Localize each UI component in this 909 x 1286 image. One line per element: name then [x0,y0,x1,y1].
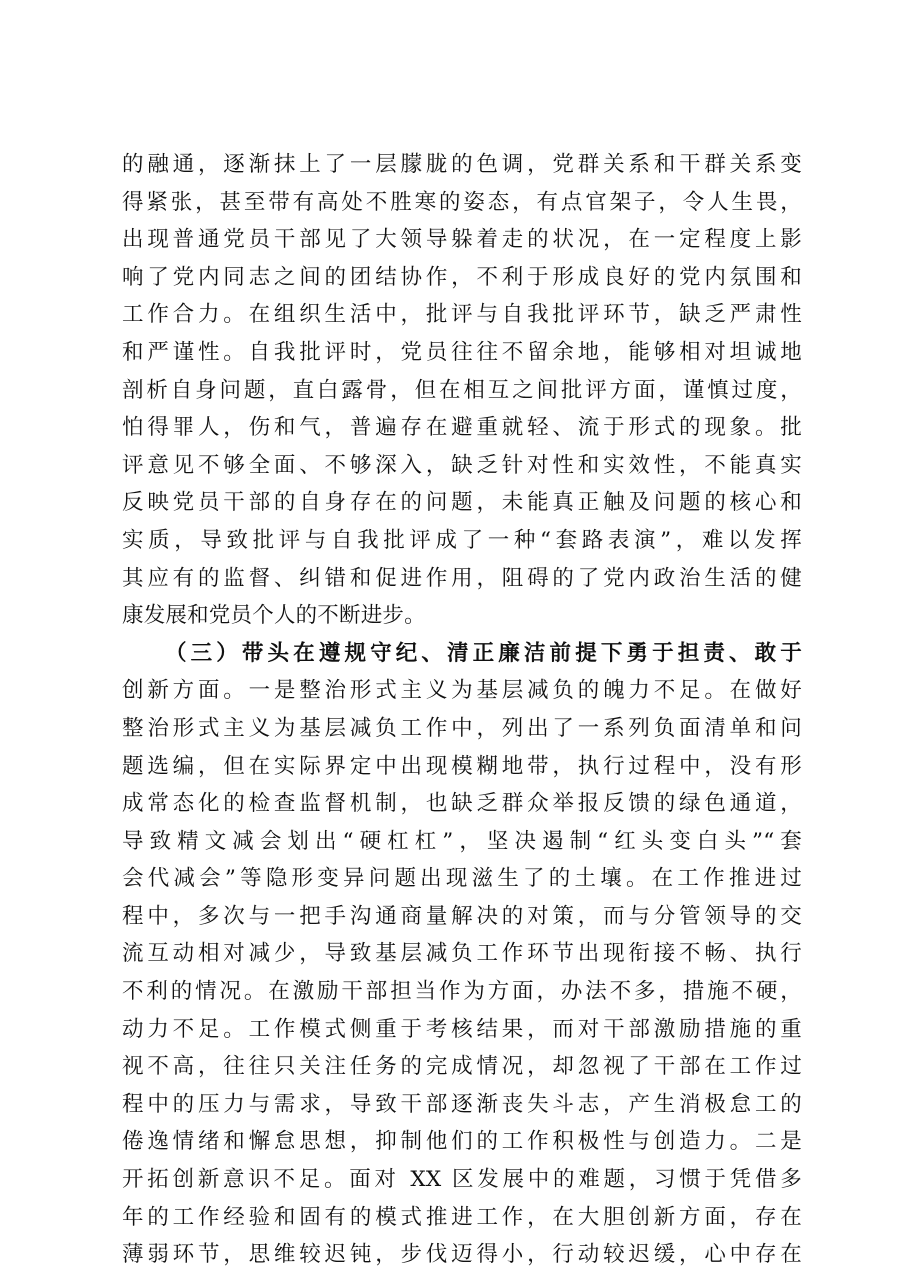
text-line: 的融通，逐渐抹上了一层朦胧的色调，党群关系和干群关系变 [122,152,802,177]
text-line: 工作合力。在组织生活中，批评与自我批评环节，缺乏严肃性 [122,302,802,328]
text-line: 其应有的监督、纠错和促进作用，阻碍的了党内政治生活的健 [122,565,802,591]
text-line: 流互动相对减少，导致基层减负工作环节出现衔接不畅、执行 [122,941,802,967]
text-line: 响了党内同志之间的团结协作，不利于形成良好的党内氛围和 [122,264,802,290]
text-line: 程中的压力与需求，导致干部逐渐丧失斗志，产生消极怠工的 [122,1091,802,1117]
text-line: 薄弱环节，思维较迟钝，步伐迈得小，行动较迟缓，心中存在 [122,1242,802,1268]
text-line: 实质，导致批评与自我批评成了一种“套路表演”，难以发挥 [122,527,802,553]
section-heading-line: （三）带头在遵规守纪、清正廉洁前提下勇于担责、敢于 [165,640,802,666]
text-line: 视不高，往往只关注任务的完成情况，却忽视了干部在工作过 [122,1054,802,1080]
text-line: 反映党员干部的自身存在的问题，未能真正触及问题的核心和 [122,490,802,516]
text-line: 年的工作经验和固有的模式推进工作，在大胆创新方面，存在 [122,1204,802,1230]
text-line: 剖析自身问题，直白露骨，但在相互之间批评方面，谨慎过度， [122,377,802,403]
text-line: 创新方面。一是整治形式主义为基层减负的魄力不足。在做好 [122,678,802,704]
text-line: 和严谨性。自我批评时，党员往往不留余地，能够相对坦诚地 [122,339,802,365]
text-line: 程中，多次与一把手沟通商量解决的对策，而与分管领导的交 [122,903,802,929]
text-line: 会代减会”等隐形变异问题出现滋生了的土壤。在工作推进过 [122,866,802,892]
text-line: 题选编，但在实际界定中出现模糊地带，执行过程中，没有形 [122,753,802,779]
text-line: 成常态化的检查监督机制，也缺乏群众举报反馈的绿色通道， [122,791,802,817]
text-line: 评意见不够全面、不够深入，缺乏针对性和实效性，不能真实 [122,452,802,478]
text-line: 不利的情况。在激励干部担当作为方面，办法不多，措施不硬， [122,979,802,1005]
text-line: 导致精文减会划出“硬杠杠”，坚决遏制“红头变白头”“套 [122,828,802,854]
body-text [122,146,802,1274]
text-line: 开拓创新意识不足。面对 XX 区发展中的难题，习惯于凭借多 [122,1167,802,1193]
text-line: 出现普通党员干部见了大领导躲着走的状况，在一定程度上影 [122,227,802,253]
text-line: 怕得罪人，伤和气，普遍存在避重就轻、流于形式的现象。批 [122,415,802,441]
text-line: 整治形式主义为基层减负工作中，列出了一系列负面清单和问 [122,715,802,741]
text-line: 动力不足。工作模式侧重于考核结果，而对干部激励措施的重 [122,1016,802,1042]
text-line: 康发展和党员个人的不断进步。 [122,603,426,629]
text-line: 得紧张，甚至带有高处不胜寒的姿态，有点官架子，令人生畏， [122,189,802,215]
text-line: 倦逸情绪和懈怠思想，抑制他们的工作积极性与创造力。二是 [122,1129,802,1155]
